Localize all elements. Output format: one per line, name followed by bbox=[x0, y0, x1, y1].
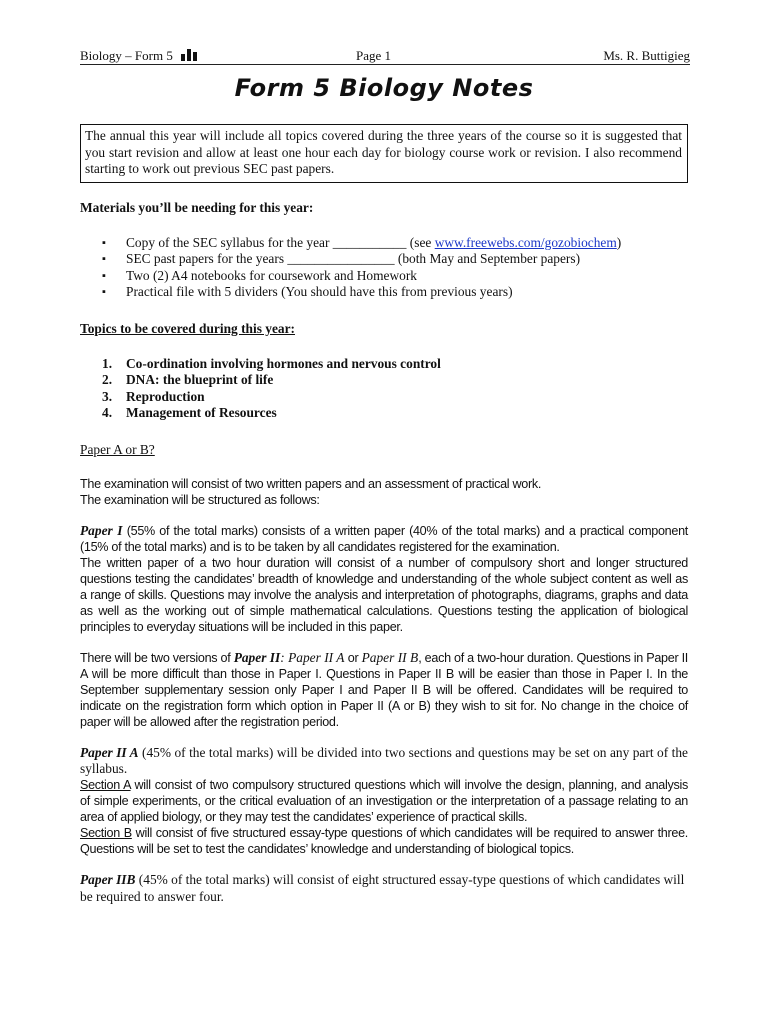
website-link[interactable]: www.freewebs.com/gozobiochem bbox=[434, 234, 617, 250]
topics-section bbox=[80, 321, 688, 422]
list-item: ▪ Two (2) A4 notebooks for coursework and Homework bbox=[80, 268, 688, 285]
section-a-para: Section A will consist of two compulsory structured questions which will involve the design, planning, and analysis of simple experiments, or the critical evaluation of an investigation or the interpretation of a passage relating to an area of applied biology, or they may test the candidates’ experience of practical skills. bbox=[80, 778, 688, 824]
paper2b-para: Paper IIB (45% of the total marks) will consist of eight structured essay-type questions of which candidates will be required to answer four. bbox=[80, 872, 685, 904]
intro-box: The annual this year will include all topics covered during the three years of the course so it is suggested that you start revision and allow at least one hour each day for biology course work or revision. I also recommend starting to work out previous SEC past papers. bbox=[80, 124, 688, 183]
header-page-number: Page 1 bbox=[356, 48, 392, 63]
materials-list bbox=[80, 235, 688, 301]
topics-heading: Topics to be covered during this year: bbox=[80, 321, 295, 336]
paper-heading: Paper A or B? bbox=[80, 442, 155, 457]
exam-intro-line1: The examination will consist of two written papers and an assessment of practical work. bbox=[80, 477, 542, 491]
list-item: ▪ Copy of the SEC syllabus for the year ___________ (see www.freewebs.com/gozobiochem) bbox=[80, 235, 688, 252]
list-item: 1. Co-ordination involving hormones and nervous control bbox=[102, 355, 441, 371]
list-item: ▪ SEC past papers for the years ________________ (both May and September papers) bbox=[80, 251, 688, 268]
paper2a-para: Paper II A (45% of the total marks) will be divided into two sections and questions may be set on any part of the syllabus. bbox=[80, 745, 688, 776]
topics-list bbox=[80, 356, 688, 422]
page-title: Form 5 Biology Notes bbox=[234, 74, 534, 102]
paper2-para: There will be two versions of Paper II: Paper II A or Paper II B, each of a two-hour duration. Questions in Paper II A will be more difficult than those in Paper I. Questions in Paper II B will be easier than those in Paper I. In the September supplementary session only Paper I and Paper II B will be offered. Candidates will be required to indicate on the registration form which option in Paper II (A or B) they wish to sit for. No change in the choice of paper will be allowed after the registration period. bbox=[80, 650, 688, 729]
paper2a-section bbox=[80, 745, 688, 857]
school-icon bbox=[179, 49, 199, 61]
section-b-para: Section B will consist of five structured essay-type questions of which candidates will be required to answer three. Questions will be set to test the candidates’ knowledge and understanding of biological topics. bbox=[80, 826, 688, 856]
materials-heading: Materials you’ll be needing for this year: bbox=[80, 200, 314, 215]
list-item: 3. Reproduction bbox=[102, 388, 205, 404]
header-left bbox=[80, 48, 199, 64]
header-left-text: Biology – Form 5 bbox=[80, 48, 173, 63]
paper1-para1: Paper I (55% of the total marks) consists of a written paper (40% of the total marks) and a practical component (15% of the total marks) and is to be taken by all candidates registered for the examination. bbox=[80, 523, 688, 554]
exam-intro-line2: The examination will be structured as follows: bbox=[80, 493, 320, 507]
header-author: Ms. R. Buttigieg bbox=[603, 48, 690, 63]
materials-section bbox=[80, 200, 688, 301]
exam-intro bbox=[80, 476, 688, 508]
paper2-section bbox=[80, 650, 688, 730]
list-item: ▪ Practical file with 5 dividers (You should have this from previous years) bbox=[80, 284, 688, 301]
list-item: 2. DNA: the blueprint of life bbox=[102, 372, 274, 388]
paper1-section bbox=[80, 523, 688, 635]
paper1-para2: The written paper of a two hour duration will consist of a number of compulsory short and longer structured questions testing the candidates’ breadth of knowledge and understanding of the whole subject content as well as a range of skills. Questions may involve the analysis and interpretation of photographs, diagrams, graphs and data as well as the working out of simple mathematical calculations. Questions testing the application of biological principles to everyday situations will be included in this paper. bbox=[80, 556, 688, 634]
paper2b-section bbox=[80, 872, 688, 905]
page-header bbox=[80, 46, 690, 65]
list-item: 4. Management of Resources bbox=[102, 405, 277, 421]
paper-heading-block bbox=[80, 442, 688, 459]
